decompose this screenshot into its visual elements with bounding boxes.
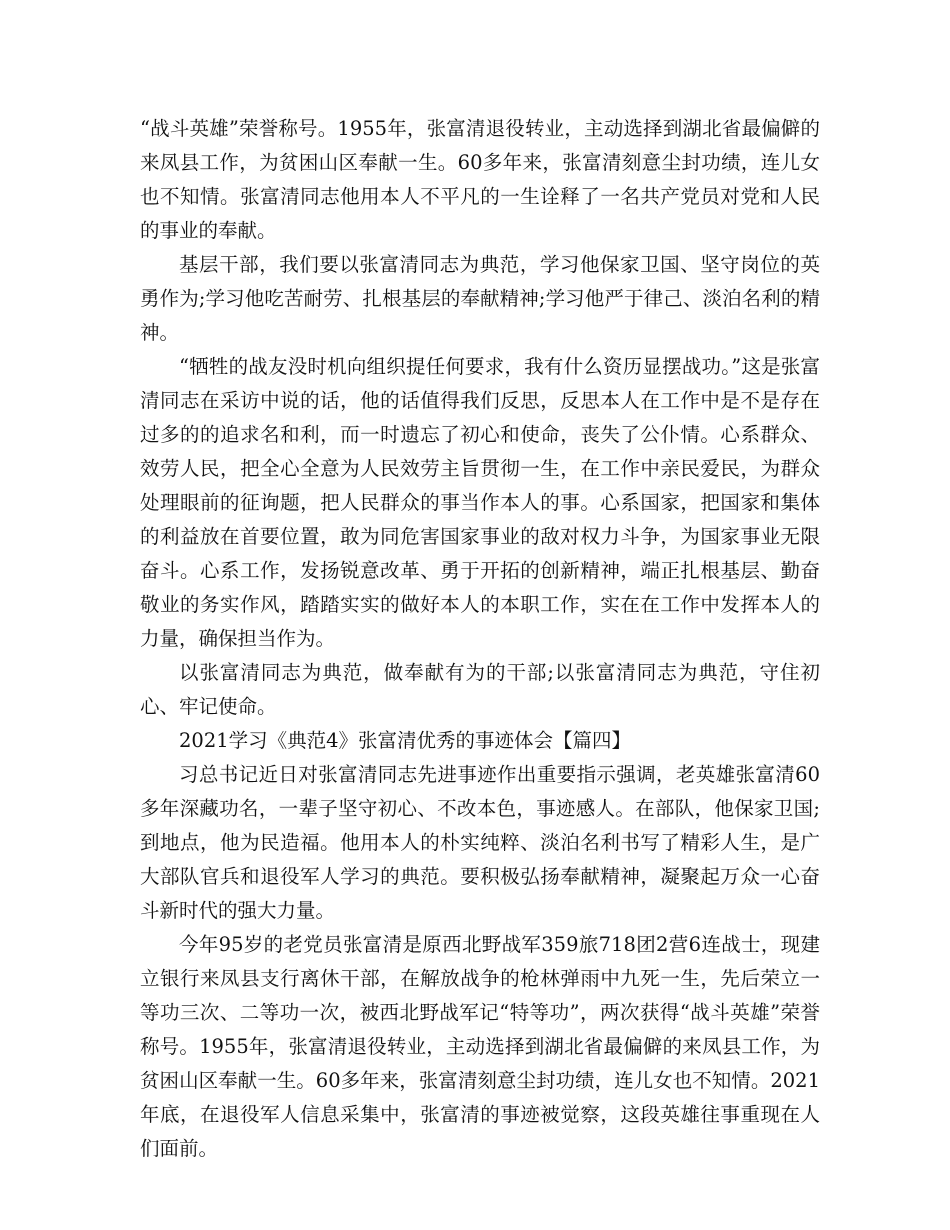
paragraph-1: “战斗英雄”荣誉称号。1955年，张富清退役转业，主动选择到湖北省最偏僻的来凤县工作，为贫困山区奉献一生。60多年来，张富清刻意尘封功绩，连儿女也不知情。张富清同志他用本人不平凡的一生诠释了一名共产党员对党和人民的事业的奉献。: [140, 117, 820, 242]
paragraph-2: 基层干部，我们要以张富清同志为典范，学习他保家卫国、坚守岗位的英勇作为;学习他吃苦耐劳、扎根基层的奉献精神;学习他严于律己、淡泊名利的精神。: [140, 253, 820, 344]
section-heading: 2021学习《典范4》张富清优秀的事迹体会【篇四】: [179, 729, 632, 752]
paragraph-6: 今年95岁的老党员张富清是原西北野战军359旅718团2营6连战士，现建立银行来凤县支行离休干部，在解放战争的枪林弹雨中九死一生，先后荣立一等功三次、二等功一次，被西北野战军记“特等功”，两次获得“战斗英雄”荣誉称号。1955年，张富清退役转业，主动选择到湖北省最偏僻的来凤县工作，为贫困山区奉献一生。60多年来，张富清刻意尘封功绩，连儿女也不知情。2021年底，在退役军人信息采集中，张富清的事迹被觉察，这段英雄往事重现在人们面前。: [140, 933, 820, 1160]
paragraph-4: 以张富清同志为典范，做奉献有为的干部;以张富清同志为典范，守住初心、牢记使命。: [140, 661, 820, 718]
paragraph-3: “牺牲的战友没时机向组织提任何要求，我有什么资历显摆战功。”这是张富清同志在采访中说的话，他的话值得我们反思，反思本人在工作中是不是存在过多的的追求名和利，而一时遗忘了初心和使命，丧失了公仆情。心系群众、效劳人民，把全心全意为人民效劳主旨贯彻一生，在工作中亲民爱民，为群众处理眼前的征询题，把人民群众的事当作本人的事。心系国家，把国家和集体的利益放在首要位置，敢为同危害国家事业的敌对权力斗争，为国家事业无限奋斗。心系工作，发扬锐意改革、勇于开拓的创新精神，端正扎根基层、勤奋敬业的务实作风，踏踏实实的做好本人的本职工作，实在在工作中发挥本人的力量，确保担当作为。: [140, 355, 820, 650]
document-page: [140, 112, 820, 1166]
paragraph-5: 习总书记近日对张富清同志先进事迹作出重要指示强调，老英雄张富清60多年深藏功名，一辈子坚守初心、不改本色，事迹感人。在部队，他保家卫国;到地点，他为民造福。他用本人的朴实纯粹、淡泊名利书写了精彩人生，是广大部队官兵和退役军人学习的典范。要积极弘扬奉献精神，凝聚起万众一心奋斗新时代的强大力量。: [140, 763, 820, 922]
